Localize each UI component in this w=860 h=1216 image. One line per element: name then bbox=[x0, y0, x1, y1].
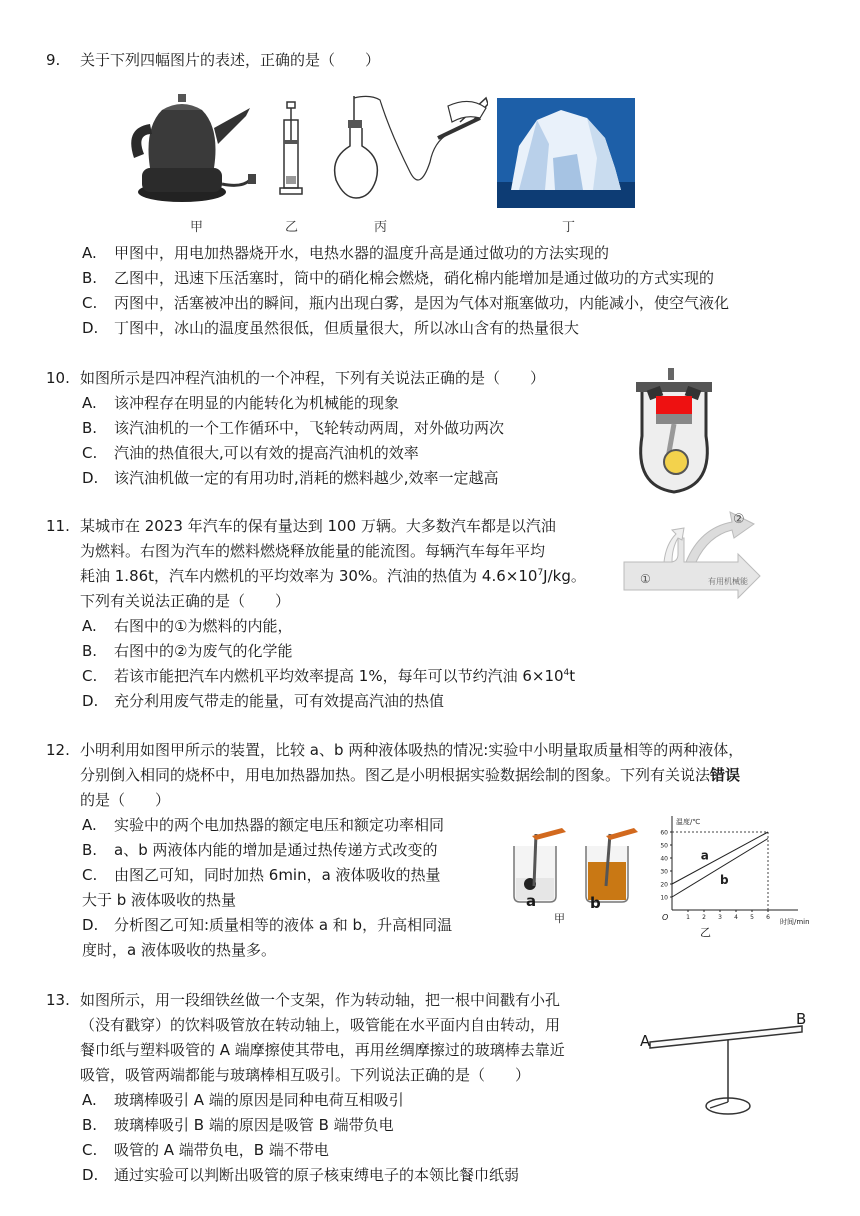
q10-number: 10. bbox=[46, 369, 70, 387]
q9-stem: 关于下列四幅图片的表述，正确的是（ ） bbox=[80, 51, 381, 69]
q13-stem-line1: 如图所示，用一段细铁丝做一个支架，作为转动轴，把一根中间戳有小孔 bbox=[80, 991, 561, 1009]
q11-stem-line4: 下列有关说法正确的是（ ） bbox=[80, 592, 291, 610]
energy-flow-diagram bbox=[620, 504, 780, 614]
diagram-label-useful: 有用机械能 bbox=[708, 577, 748, 586]
caption-fig-jia: 甲 bbox=[554, 912, 565, 925]
temperature-chart bbox=[650, 806, 820, 926]
emphasis-wrong: 错误 bbox=[710, 766, 741, 784]
diagram-label-two: ② bbox=[733, 512, 745, 527]
engine-image bbox=[628, 366, 720, 496]
q10-option-d[interactable]: D. 该汽油机做一定的有用功时,消耗的燃料越少,效率一定越高 bbox=[82, 469, 499, 487]
y-tick-label: 20 bbox=[660, 881, 668, 889]
q9-option-a[interactable]: A. 甲图中，用电加热器烧开水，电热水器的温度升高是通过做功的方法实现的 bbox=[82, 244, 610, 262]
q12-option-d[interactable]: D. 分析图乙可知:质量相等的液体 a 和 b，升高相同温 bbox=[82, 916, 453, 934]
q9-option-c[interactable]: C. 丙图中，活塞被冲出的瞬间，瓶内出现白雾，是因为气体对瓶塞做功，内能减小，使空气液化 bbox=[82, 294, 730, 312]
caption-ding: 丁 bbox=[562, 220, 576, 235]
q11-stem-line1: 某城市在 2023 年汽车的保有量达到 100 万辆。大多数汽车都是以汽油 bbox=[80, 517, 556, 535]
beaker-label-b: b bbox=[590, 894, 601, 912]
diagram-label-one: ① bbox=[640, 572, 651, 586]
q9-option-d[interactable]: D. 丁图中，冰山的温度虽然很低，但质量很大，所以冰山含有的热量很大 bbox=[82, 319, 580, 337]
q11-option-a[interactable]: A. 右图中的①为燃料的内能， bbox=[82, 617, 293, 635]
q12-option-c-cont: 大于 b 液体吸收的热量 bbox=[82, 891, 237, 909]
q12-stem-line1: 小明利用如图甲所示的装置，比较 a、b 两种液体吸热的情况:实验中小明量取质量相等的两种液体， bbox=[80, 741, 744, 759]
x-tick-label: 4 bbox=[734, 914, 738, 921]
q9-number: 9. bbox=[46, 51, 61, 69]
caption-yi: 乙 bbox=[285, 220, 299, 235]
x-tick-label: 2 bbox=[702, 914, 706, 921]
q11-number: 11. bbox=[46, 517, 70, 535]
x-tick-label: 5 bbox=[750, 914, 754, 921]
q11-option-d[interactable]: D. 充分利用废气带走的能量，可有效提高汽油的热值 bbox=[82, 692, 445, 710]
q12-stem-line3: 的是（ ） bbox=[80, 791, 171, 809]
q10-option-a[interactable]: A. 该冲程存在明显的内能转化为机械能的现象 bbox=[82, 394, 400, 412]
series-label-a: a bbox=[700, 848, 709, 863]
q12-option-a[interactable]: A. 实验中的两个电加热器的额定电压和额定功率相同 bbox=[82, 816, 445, 834]
caption-bing: 丙 bbox=[374, 220, 388, 235]
q12-option-b[interactable]: B. a、b 两液体内能的增加是通过热传递方式改变的 bbox=[82, 841, 438, 859]
q13-number: 13. bbox=[46, 991, 70, 1009]
straw-label-b: B bbox=[796, 1010, 807, 1028]
q12-option-c[interactable]: C. 由图乙可知，同时加热 6min，a 液体吸收的热量 bbox=[82, 866, 441, 884]
y-tick-label: 30 bbox=[660, 868, 668, 876]
straw-label-a: A bbox=[640, 1032, 651, 1050]
y-tick-label: 50 bbox=[660, 842, 668, 850]
y-tick-label: 60 bbox=[660, 829, 668, 837]
q11-option-c[interactable]: C. 若该市能把汽车内燃机平均效率提高 1%，每年可以节约汽油 $6\times 10^4t$ bbox=[82, 667, 576, 685]
q11-option-b[interactable]: B. 右图中的②为废气的化学能 bbox=[82, 642, 293, 660]
y-tick-label: 40 bbox=[660, 855, 668, 863]
q13-stem-line3: 餐巾纸与塑料吸管的 A 端摩擦使其带电，再用丝绸摩擦过的玻璃棒去靠近 bbox=[80, 1041, 565, 1059]
y-tick-label: 10 bbox=[660, 894, 668, 902]
q13-stem-line2: （没有戳穿）的饮料吸管放在转动轴上，吸管能在水平面内自由转动，用 bbox=[80, 1016, 561, 1034]
q12-stem-line2: 分别倒入相同的烧杯中，用电加热器加热。图乙是小明根据实验数据绘制的图象。下列有关说法错误 bbox=[80, 766, 741, 784]
series-line-b bbox=[672, 839, 768, 898]
q13-stem-line4: 吸管，吸管两端都能与玻璃棒相互吸引。下列说法正确的是（ ） bbox=[80, 1066, 531, 1084]
caption-jia: 甲 bbox=[190, 220, 204, 235]
beaker-label-a: a bbox=[526, 892, 537, 910]
caption-fig-yi: 乙 bbox=[700, 926, 711, 939]
x-axis-label: 时间/min bbox=[780, 918, 810, 926]
x-tick-label: 3 bbox=[718, 914, 722, 921]
origin-label: O bbox=[662, 913, 669, 922]
q12-option-d-cont: 度时，a 液体吸收的热量多。 bbox=[82, 941, 276, 959]
q10-option-c[interactable]: C. 汽油的热值很大,可以有效的提高汽油机的效率 bbox=[82, 444, 419, 462]
x-tick-label: 1 bbox=[686, 914, 690, 921]
q13-option-a[interactable]: A. 玻璃棒吸引 A 端的原因是同种电荷互相吸引 bbox=[82, 1091, 404, 1109]
kettle-image bbox=[122, 88, 262, 208]
q13-option-c[interactable]: C. 吸管的 A 端带负电，B 端不带电 bbox=[82, 1141, 329, 1159]
q13-option-d[interactable]: D. 通过实验可以判断出吸管的原子核束缚电子的本领比餐巾纸弱 bbox=[82, 1166, 520, 1184]
series-label-b: b bbox=[720, 873, 729, 887]
q9-option-b[interactable]: B. 乙图中，迅速下压活塞时，筒中的硝化棉会燃烧，硝化棉内能增加是通过做功的方式实现的 bbox=[82, 269, 715, 287]
piston-tube-image bbox=[278, 100, 304, 198]
straw-apparatus-image bbox=[636, 1008, 816, 1118]
x-tick-label: 6 bbox=[766, 914, 770, 921]
q10-option-b[interactable]: B. 该汽油机的一个工作循环中，飞轮转动两周，对外做功两次 bbox=[82, 419, 505, 437]
iceberg-image bbox=[497, 98, 635, 208]
q12-number: 12. bbox=[46, 741, 70, 759]
q11-stem-line3: 耗油 1.86t，汽车内燃机的平均效率为 30%。汽油的热值为 $4.6\times 10^7J/kg$。 bbox=[80, 567, 586, 585]
q13-option-b[interactable]: B. 玻璃棒吸引 B 端的原因是吸管 B 端带负电 bbox=[82, 1116, 394, 1134]
q10-stem: 如图所示是四冲程汽油机的一个冲程，下列有关说法正确的是（ ） bbox=[80, 369, 546, 387]
q11-stem-line2: 为燃料。右图为汽车的燃料燃烧释放能量的能流图。每辆汽车每年平均 bbox=[80, 542, 546, 560]
y-axis-label: 温度/℃ bbox=[676, 818, 701, 826]
flask-pump-image bbox=[330, 92, 488, 202]
